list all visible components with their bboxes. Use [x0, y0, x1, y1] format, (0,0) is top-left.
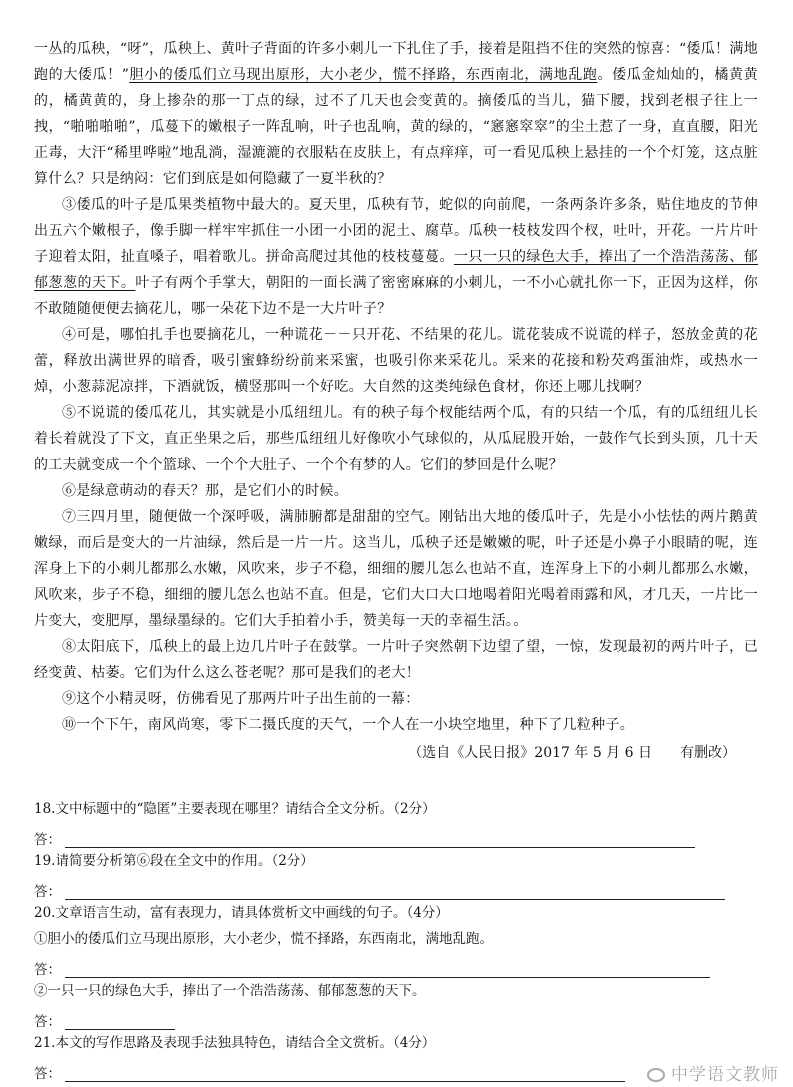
paragraph-5: ⑤不说谎的倭瓜花儿，其实就是小瓜纽纽儿。有的秧子每个杈能结两个瓜，有的只结一个瓜，有的瓜纽纽儿长着长着就没了下文，直正坐果之后，那些瓜纽纽儿好像吹小气球似的，从瓜屁股开始，一鼓作气长到头顶，几十天的工夫就变成一个个篮球、一个个大肚子、一个个有梦的人。它们的梦回是什么呢？ — [34, 405, 758, 473]
question-20-sentence-1: ①胆小的倭瓜们立马现出原形，大小老少，慌不择路，东西南北，满地乱跑。 — [34, 931, 493, 947]
paragraph-3 — [34, 192, 758, 322]
answer-row-18 — [34, 822, 764, 848]
watermark-logo-icon — [647, 1068, 665, 1082]
question-20: 20.文章语言生动，富有表现力，请具体赏析文中画线的句子。（4分） — [34, 905, 449, 921]
question-section — [34, 796, 764, 1082]
watermark-text: 中学语文教师 — [671, 1065, 779, 1085]
answer-row-20-1 — [34, 952, 764, 978]
answer-row-19 — [34, 874, 764, 900]
reading-passage — [34, 36, 758, 766]
question-21: 21.本文的写作思路及表现手法独具特色，请结合全文赏析。（4分） — [34, 1035, 436, 1051]
watermark — [647, 1060, 779, 1085]
question-20-sentence-2: ②一只一只的绿色大手，捧出了一个浩浩荡荡、郁郁葱葱的天下。 — [34, 983, 426, 999]
answer-label: 答： — [34, 1014, 61, 1030]
paragraph-text: ③倭瓜的叶子是瓜果类植物中最大的。夏天里，瓜秧有节，蛇似的向前爬，一条两条许多条，贴住地皮的节伸出五六个嫩根子，像手脚一样牢牢抓住一小团一小团的泥土、腐草。瓜秧一枝枝发四个杈，吐叶，开花。一片片叶子迎着太阳，扯直嗓子，唱着歌儿。拼命高爬过其他的枝枝蔓蔓。 — [34, 197, 758, 265]
paragraph-continued — [34, 36, 758, 192]
paragraph-8: ⑧太阳底下，瓜秧上的最上边几片叶子在鼓掌。一片叶子突然朝下边望了望，一惊，发现最初的两片叶子，已经变黄、枯萎。它们为什么这么苍老呢？那可是我们的老大！ — [34, 639, 758, 681]
source-citation: （选自《人民日报》2017 年 5 月 6 日 有删改） — [408, 745, 736, 761]
question-18: 18.文中标题中的“隐匿”主要表现在哪里？请结合全文分析。（2分） — [34, 801, 436, 817]
paragraph-text: 。倭瓜金灿灿的，橘黄黄的，橘黄黄的，身上掺杂的那一丁点的绿，过不了几天也会变黄的。摘倭瓜的当儿，猫下腰，找到老根子往上一拽，“啪啪啪啪”，瓜蔓下的嫩根子一阵乱响，叶子也乱响，黄的绿的，“窸窸窣窣”的尘土惹了一身，直直腰，阳光正毒，大汗“稀里哗啦”地乱淌，湿漉漉的衣服粘在皮肤上，有点痒痒，可一看见瓜秧上悬挂的一个个灯笼，这点脏算什么？只是纳闷：它们到底是如何隐藏了一夏半秋的？ — [34, 67, 758, 187]
answer-label: 答： — [34, 962, 61, 978]
paragraph-4: ④可是，哪怕扎手也要摘花儿，一种谎花－－只开花、不结果的花儿。谎花装成不说谎的样子，怒放金黄的花蕾，释放出满世界的暗香，吸引蜜蜂纷纷前来采蜜，也吸引你来采花儿。采来的花接和粉芡鸡蛋油炸，或热水一焯，小葱蒜泥凉拌，下酒就饭，横竖那叫一个好吃。大自然的这类纯绿色食材，你还上哪儿找啊？ — [34, 327, 758, 395]
paragraph-text: 叶子有两个手掌大，朝阳的一面长满了密密麻麻的小刺儿，一不小心就扎你一下，正因为这样，你不敢随随便便去摘花儿，哪一朵花下边不是一大片叶子？ — [34, 275, 758, 317]
answer-label: 答： — [34, 884, 61, 900]
answer-line-20-1[interactable] — [65, 959, 710, 978]
answer-line-19[interactable] — [65, 881, 725, 900]
underlined-sentence-1: 胆小的倭瓜们立马现出原形，大小老少，慌不择路，东西南北，满地乱跑 — [129, 67, 598, 83]
paragraph-6: ⑥是绿意萌动的春天？那，是它们小的时候。 — [62, 483, 348, 499]
paragraph-10: ⑩一个下午，南风尚寒，零下二摄氏度的天气，一个人在一小块空地里，种下了几粒种子。 — [62, 717, 634, 733]
paragraph-text: 一丛的瓜秧，“呀”，瓜秧上、黄叶子背面的许多小刺儿一下扎住了手，接着是阻挡不住的突然的惊喜：“倭瓜！满地跑的大倭瓜！” — [34, 41, 758, 83]
answer-line-20-2[interactable] — [65, 1011, 175, 1030]
question-19: 19.请简要分析第⑥段在全文中的作用。（2分） — [34, 853, 314, 869]
answer-row-20-2 — [34, 1004, 764, 1030]
answer-line-18[interactable] — [65, 829, 695, 848]
answer-line-21[interactable] — [65, 1063, 625, 1082]
answer-label: 答： — [34, 832, 61, 848]
paragraph-9: ⑨这个小精灵呀，仿佛看见了那两片叶子出生前的一幕： — [62, 691, 420, 707]
paragraph-7: ⑦三四月里，随便做一个深呼吸，满肺腑都是甜甜的空气。刚钻出大地的倭瓜叶子，先是小小怯怯的两片鹅黄嫩绿，而后是变大的一片油绿，然后是一片一片。这当儿，瓜秧子还是嫩嫩的呢，叶子还是小鼻子小眼睛的呢，连浑身上下的小刺儿都那么水嫩，风吹来，步子不稳，细细的腰儿怎么也站不直，连浑身上下的小刺儿都那么水嫩，风吹来，步子不稳，细细的腰儿怎么也站不直。但是，它们大口大口地喝着阳光喝着雨露和风，才几天，一片比一片变大，变肥厚，墨绿墨绿的。它们大手拍着小手，赞美每一天的幸福生活。。 — [34, 509, 758, 629]
underlined-sentence-2: 一只一只的绿色大手，捧出了一个浩浩荡荡、郁郁葱葱的天下。 — [34, 249, 758, 291]
answer-label: 答： — [34, 1066, 61, 1082]
